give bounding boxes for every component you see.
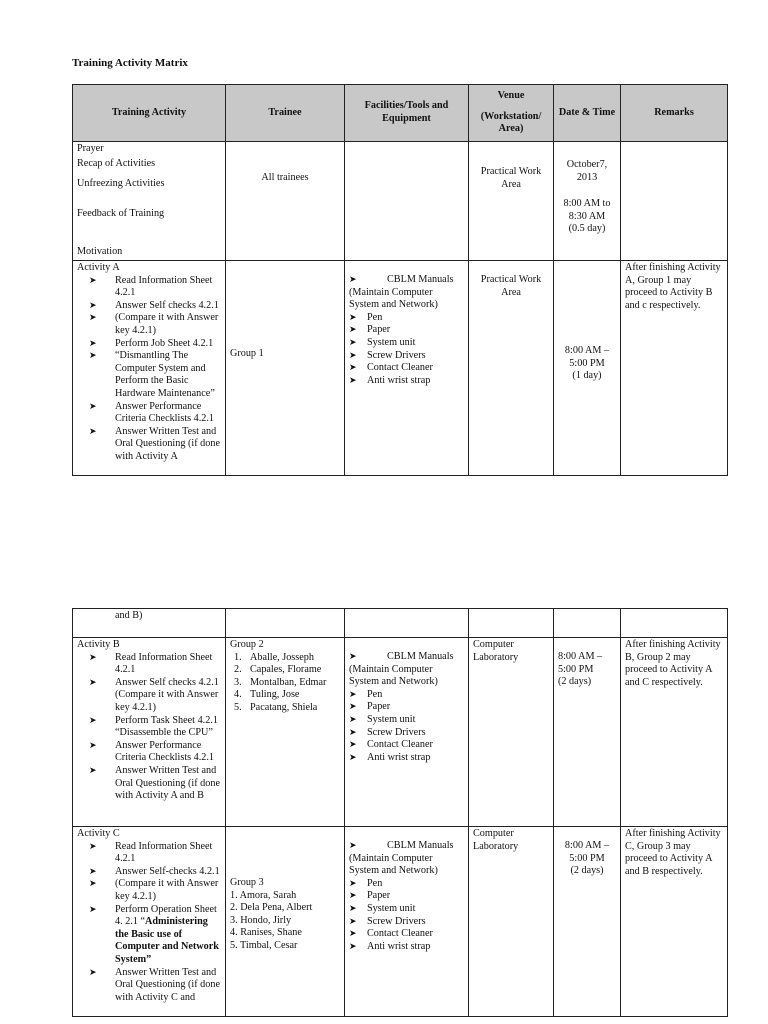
- list-item: ➤ Answer Self-checks 4.2.1: [89, 866, 221, 879]
- list-item: 3. Montalban, Edmar: [234, 676, 327, 688]
- activity-motivation: Motivation: [77, 246, 123, 258]
- header-date-time: Date & Time: [554, 85, 621, 142]
- list-item: ➤ Pen: [349, 878, 464, 891]
- header-trainee: Trainee: [226, 85, 345, 142]
- activity-b-title: Activity B: [77, 639, 120, 650]
- date-cell: [554, 260, 621, 475]
- list-item: ➤ Contact Cleaner: [349, 739, 464, 752]
- activity-recap: Recap of Activities: [77, 157, 156, 169]
- trainee-list: [230, 652, 340, 715]
- list-item: ➤ CBLM Manuals: [349, 274, 464, 287]
- tools-note: (Maintain Computer System and Network): [349, 852, 438, 877]
- list-item: ➤ Screw Drivers: [349, 727, 464, 740]
- activity-cell: [73, 142, 226, 261]
- list-item: ➤ Pen: [349, 689, 464, 702]
- header-remarks: Remarks: [621, 85, 728, 142]
- list-item: ➤ Answer Performance Criteria Checklists 4.2.1: [89, 740, 221, 765]
- time-text: 8:00 AM to 8:30 AM: [563, 198, 611, 222]
- list-item: ➤ System unit: [349, 337, 464, 350]
- list-item: ➤ CBLM Manuals: [349, 840, 464, 853]
- trainee-cell: [226, 142, 345, 261]
- remarks-cell: [621, 142, 728, 261]
- list-item: ➤ Answer Written Test and Oral Questioning (if done with Activity A and B: [89, 765, 221, 803]
- time-text: 8:00 AM – 5:00 PM: [558, 651, 603, 675]
- list-item: ➤ Contact Cleaner: [349, 928, 464, 941]
- duration-text: (0.5 day): [568, 223, 606, 235]
- list-item: ➤ Answer Written Test and Oral Questioning (if done with Activity A: [89, 426, 221, 464]
- list-item: ➤ Answer Self checks 4.2.1: [89, 300, 221, 313]
- list-item: ➤ CBLM Manuals: [349, 651, 464, 664]
- trainee-group: Group 3: [230, 877, 264, 888]
- remarks-cell: After finishing Activity B, Group 2 may proceed to Activity A and C respectively.: [621, 638, 728, 827]
- activity-prayer: Prayer: [77, 143, 104, 154]
- training-matrix-table: [72, 84, 728, 476]
- continued-text: and B): [115, 610, 143, 621]
- remarks-cell: After finishing Activity A, Group 1 may proceed to Activity B and c respectively.: [621, 260, 728, 475]
- continued-cell: [73, 609, 226, 638]
- duration-text: (2 days): [570, 865, 604, 877]
- list-item: ➤ Anti wrist strap: [349, 375, 464, 388]
- list-item: ➤ Perform Job Sheet 4.2.1: [89, 338, 221, 351]
- list-item: ➤ Pen: [349, 312, 464, 325]
- header-venue-label: Venue: [497, 90, 525, 102]
- trainee-member: 3. Hondo, Jirly: [230, 914, 292, 926]
- activity-c-list: [77, 841, 221, 1005]
- venue-text: Practical Work Area: [480, 166, 542, 190]
- trainee-member: 2. Dela Pena, Albert: [230, 902, 313, 914]
- activity-cell: [73, 638, 226, 827]
- table-row: [73, 142, 728, 261]
- tools-list: [349, 689, 464, 765]
- tools-list: [349, 840, 464, 853]
- list-item: ➤ Screw Drivers: [349, 916, 464, 929]
- list-item: ➤ Read Information Sheet 4.2.1: [89, 275, 221, 300]
- activity-b-list: [77, 652, 221, 803]
- list-item: ➤ Paper: [349, 324, 464, 337]
- activity-feedback: Feedback of Training: [77, 207, 165, 219]
- tools-list: [349, 274, 464, 287]
- date-text: October7, 2013: [566, 159, 608, 183]
- list-item: ➤ (Compare it with Answer key 4.2.1): [89, 312, 221, 337]
- venue-text: Practical Work Area: [480, 273, 542, 298]
- list-item: 2. Capales, Florame: [234, 664, 322, 676]
- activity-c-title: Activity C: [77, 828, 120, 839]
- tools-note: (Maintain Computer System and Network): [349, 286, 438, 311]
- list-item: ➤ Read Information Sheet 4.2.1: [89, 841, 221, 866]
- tools-note: (Maintain Computer System and Network): [349, 663, 438, 688]
- list-item: ➤ Screw Drivers: [349, 350, 464, 363]
- venue-cell: Computer Laboratory: [469, 638, 554, 827]
- list-item: ➤ Answer Self checks 4.2.1 (Compare it with Answer key 4.2.1): [89, 677, 221, 715]
- list-item: ➤ Anti wrist strap: [349, 941, 464, 954]
- header-venue: [469, 85, 554, 142]
- list-item: ➤ Read Information Sheet 4.2.1: [89, 652, 221, 677]
- trainee-member: 1. Amora, Sarah: [230, 889, 297, 901]
- duration-text: (1 day): [572, 370, 602, 382]
- trainee-group: Group 2: [230, 639, 264, 650]
- activity-cell: [73, 827, 226, 1017]
- list-item: ➤ Answer Written Test and Oral Questioning (if done with Activity C and: [89, 967, 221, 1005]
- list-item: ➤ Anti wrist strap: [349, 752, 464, 765]
- venue-cell: Computer Laboratory: [469, 827, 554, 1017]
- remarks-cell: After finishing Activity C, Group 3 may proceed to Activity A and B respectively.: [621, 827, 728, 1017]
- venue-cell: [469, 260, 554, 475]
- trainee-member: 5. Timbal, Cesar: [230, 939, 298, 951]
- list-item: ➤ Answer Performance Criteria Checklists 4.2.1: [89, 401, 221, 426]
- activity-a-list: [77, 275, 221, 464]
- activity-unfreezing: Unfreezing Activities: [77, 178, 165, 190]
- time-text: 8:00 AM – 5:00 PM: [564, 345, 610, 369]
- duration-text: (2 days): [558, 676, 592, 688]
- facilities-cell: [345, 638, 469, 827]
- list-item: 1. Aballe, Josseph: [234, 651, 314, 663]
- date-cell: [554, 638, 621, 827]
- tools-list: [349, 651, 464, 664]
- table-row: [73, 638, 728, 827]
- trainee-cell: [226, 260, 345, 475]
- table-row: [73, 609, 728, 638]
- list-item: 4. Tuling, Jose: [234, 689, 300, 701]
- date-cell: [554, 142, 621, 261]
- facilities-cell: [345, 827, 469, 1017]
- trainee-member: 4. Ranises, Shane: [230, 927, 302, 939]
- header-facilities: Facilities/Tools and Equipment: [345, 85, 469, 142]
- venue-cell: [469, 142, 554, 261]
- list-item: ➤ System unit: [349, 714, 464, 727]
- trainee-cell: [226, 827, 345, 1017]
- trainee-group: Group 1: [230, 347, 264, 359]
- list-item: ➤ “Dismantling The Computer System and Perform the Basic Hardware Maintenance”: [89, 350, 221, 400]
- date-cell: [554, 827, 621, 1017]
- list-item: 5. Pacatang, Shiela: [234, 701, 318, 713]
- list-item: ➤ Contact Cleaner: [349, 362, 464, 375]
- tools-list: [349, 878, 464, 954]
- list-item: ➤ Paper: [349, 701, 464, 714]
- list-item: ➤ System unit: [349, 903, 464, 916]
- activity-a-title: Activity A: [77, 261, 120, 273]
- list-item: ➤ Paper: [349, 890, 464, 903]
- trainee-all: All trainees: [261, 172, 309, 183]
- list-item: ➤ Perform Operation Sheet 4. 2.1 “Administering the Basic use of Computer and Network System”: [89, 904, 221, 967]
- training-matrix-table-continued: [72, 608, 728, 1017]
- trainee-cell: [226, 638, 345, 827]
- time-text: 8:00 AM – 5:00 PM: [564, 840, 610, 864]
- list-item: ➤ Perform Task Sheet 4.2.1 “Disassemble the CPU”: [89, 715, 221, 740]
- header-venue-sublabel: (Workstation/ Area): [480, 110, 542, 135]
- document-title: Training Activity Matrix: [72, 57, 188, 69]
- tools-list: [349, 312, 464, 388]
- table-row: [73, 260, 728, 475]
- activity-cell: [73, 260, 226, 475]
- facilities-cell: [345, 142, 469, 261]
- table-row: [73, 827, 728, 1017]
- header-training-activity: Training Activity: [73, 85, 226, 142]
- facilities-cell: [345, 260, 469, 475]
- list-item: ➤ (Compare it with Answer key 4.2.1): [89, 878, 221, 903]
